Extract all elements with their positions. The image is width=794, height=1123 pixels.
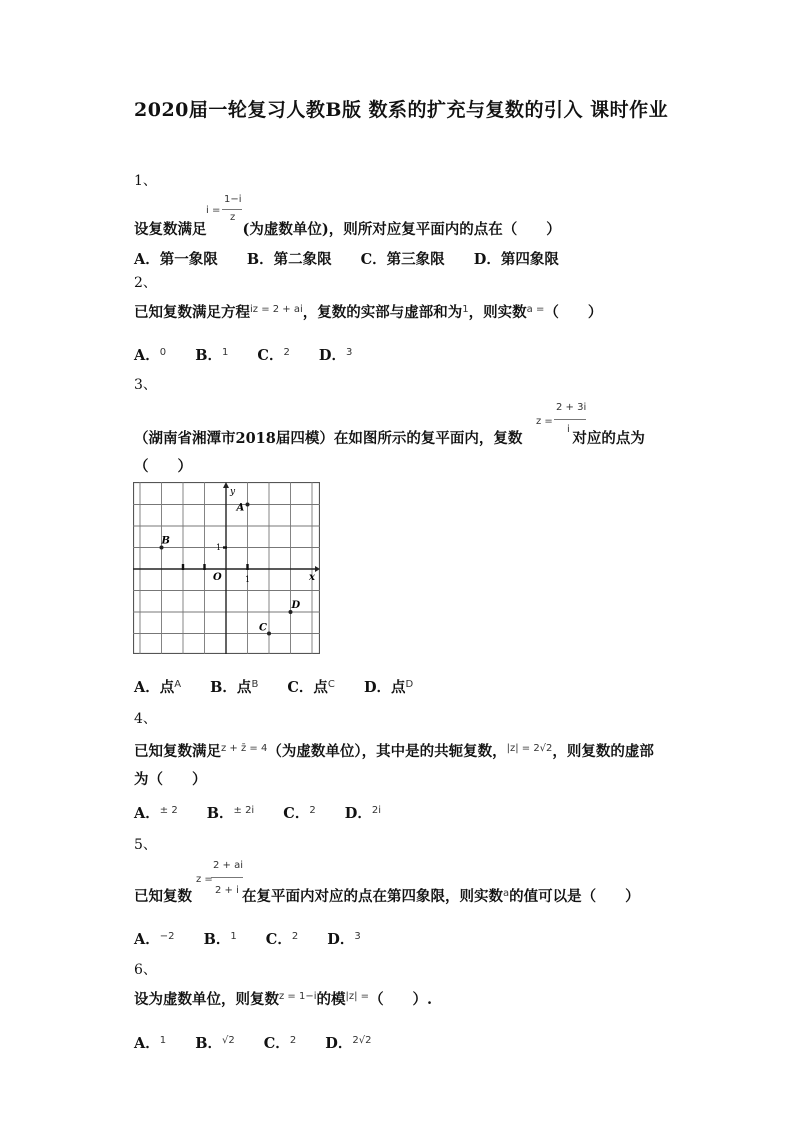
option-value: 2 [309,805,316,816]
option-b[interactable] [195,347,228,364]
math-expression: |z| = [345,991,370,1002]
option-d[interactable] [345,805,381,822]
stem-text: (为虚数单位)，则所对应复平面内的点在（ ） [242,221,561,238]
option-c[interactable] [266,931,298,948]
option-value: −2 [159,931,175,942]
question-4-options [134,802,405,823]
option-label: D．点 [363,679,406,696]
point-b-label: B [161,535,170,547]
question-5-options [134,928,385,949]
option-label: B． [195,1035,222,1052]
fraction-bar [554,419,586,420]
origin-label: O [213,572,222,583]
option-value: 1 [230,931,237,942]
option-label: C． [265,931,292,948]
point-a-marker [246,503,250,507]
formula-lhs: z = [536,416,553,427]
point-d-label: D [291,600,301,611]
option-label: B．点 [210,679,252,696]
option-value: 2i [371,805,381,816]
option-value: D [405,679,414,690]
fraction-bar [211,877,243,878]
option-label: D． [344,805,372,822]
option-d[interactable]: D．第四象限 [473,251,559,268]
option-label: C． [257,347,284,364]
option-label: A． [134,347,160,364]
fraction-denominator: 2 + i [215,885,239,896]
page-title: 2020届一轮复习人教B版 数系的扩充与复数的引入 课时作业 [134,99,669,121]
formula-lhs: z = [196,874,213,885]
option-label: D． [318,347,346,364]
question-1-number: 1、 [134,173,157,189]
stem-text: 已知复数满足 [134,743,221,760]
option-value: 3 [345,347,353,358]
option-value: ± 2i [233,805,255,816]
option-label: A． [134,931,160,948]
option-value: A [174,679,182,690]
option-d[interactable] [319,347,352,364]
question-3-options [134,676,437,697]
option-value: ± 2 [159,805,178,816]
point-c-label: C [259,622,267,634]
stem-text: （湖南省湘潭市2018届四模）在如图所示的复平面内，复数 [134,430,523,447]
option-label: C． [283,805,310,822]
question-2-number: 2、 [134,275,157,291]
option-d[interactable] [327,931,360,948]
question-6-stem [134,988,432,1009]
question-2-stem [134,301,602,322]
stem-text: 对应的点为 [572,430,645,447]
option-a[interactable] [134,347,166,364]
question-6-number: 6、 [134,962,157,978]
complex-plane-figure [133,482,320,654]
option-value: 2 [291,931,299,942]
option-value: 2 [289,1035,297,1046]
option-d[interactable] [325,1035,371,1052]
fraction-numerator: 2 + ai [213,860,244,871]
option-label: C．点 [287,679,328,696]
stem-text: 设为虚数单位，则复数 [134,991,279,1008]
option-c[interactable] [283,805,315,822]
fraction-denominator: z [230,212,236,223]
math-expression: |z| = 2√2 [506,743,553,754]
option-b[interactable] [195,1035,235,1052]
question-2-options [134,344,376,365]
stem-text: 的模 [316,991,346,1008]
stem-text: ，则复数的虚部 [552,743,654,760]
option-d[interactable] [364,679,413,696]
question-3-stem-cont: （ ） [134,458,192,475]
question-5-stem [134,885,640,906]
option-label: A． [134,1035,160,1052]
y-tick-label: 1 [216,543,222,552]
question-5-number: 5、 [134,837,157,853]
option-a[interactable] [134,679,181,696]
math-expression: 1 [462,304,469,315]
option-label: A．点 [134,679,175,696]
option-b[interactable] [210,679,258,696]
math-expression: a = [526,304,545,315]
stem-text: （ ） [544,304,603,321]
math-expression: iz = 2 + ai [250,304,303,315]
option-label: D． [327,931,355,948]
option-value: 2√2 [352,1035,372,1046]
stem-text: ，则实数 [468,304,527,321]
stem-text: 的值可以是（ ） [509,888,640,905]
option-value: 1 [159,1035,167,1046]
question-6-options [134,1032,395,1053]
stem-text: ，复数的实部与虚部和为 [302,304,463,321]
point-c-marker [267,632,271,636]
option-c[interactable] [264,1035,296,1052]
option-value: B [251,679,259,690]
stem-text: （ ）. [369,991,433,1008]
x-axis-label: x [309,572,315,583]
option-a[interactable] [134,1035,166,1052]
stem-text: 已知复数满足方程 [134,304,250,321]
option-label: D． [325,1035,353,1052]
stem-text: 在复平面内对应的点在第四象限，则实数 [242,888,503,905]
stem-text: 设复数满足 [134,221,207,238]
option-c[interactable]: C．第三象限 [360,251,445,268]
math-expression: a [503,888,510,899]
math-expression: z = 1−i [279,991,317,1002]
option-value: C [327,679,335,690]
formula-lhs: i = [206,205,221,216]
fraction-numerator: 2 + 3i [556,402,587,413]
fraction-numerator: 1−i [224,194,242,205]
y-axis-label: y [230,487,236,497]
option-b[interactable] [204,931,237,948]
option-a[interactable] [134,805,178,822]
question-4-stem [134,740,654,761]
question-3-stem [134,427,645,448]
option-value: 1 [221,347,229,358]
option-value: 0 [159,347,167,358]
option-c[interactable] [287,679,335,696]
x-tick-label: 1 [245,575,251,584]
fraction-denominator: i [567,424,570,435]
option-value: 2 [283,347,290,358]
option-value: 3 [354,931,361,942]
point-a-label: A [236,502,245,514]
question-1-stem [134,218,561,239]
fraction-bar [222,209,242,210]
option-label: C． [263,1035,290,1052]
math-expression: z + z̄ = 4 [221,743,268,754]
option-label: B． [195,347,222,364]
option-b[interactable] [207,805,254,822]
stem-text: （为虚数单位），其中是的共轭复数， [267,743,507,760]
option-label: A． [134,805,160,822]
option-b[interactable]: B．第二象限 [246,251,332,268]
option-value: √2 [221,1035,235,1046]
question-3-number: 3、 [134,377,157,393]
question-4-number: 4、 [134,711,157,727]
option-a[interactable] [134,931,175,948]
stem-text: 已知复数 [134,888,192,905]
question-4-stem-cont: 为（ ） [134,771,207,788]
option-a[interactable]: A．第一象限 [134,251,218,268]
option-c[interactable] [257,347,289,364]
option-label: B． [206,805,234,822]
question-1-options [134,248,583,269]
option-label: B． [203,931,231,948]
